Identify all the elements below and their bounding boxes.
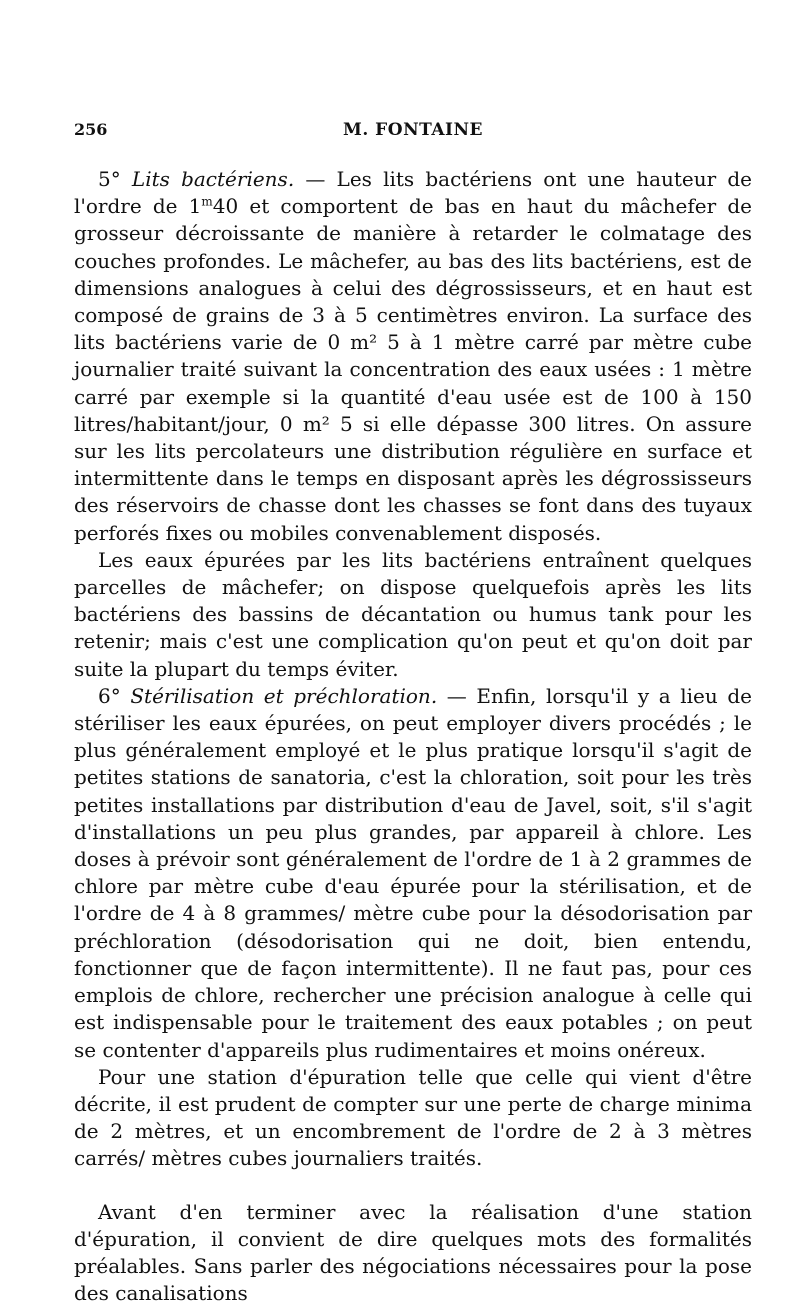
paragraph-sterilisation [74, 683, 752, 1064]
section-number: 5° [98, 167, 121, 191]
paragraph-lits-bacteriens [74, 166, 752, 547]
paragraph-text: 40 et comportent de bas en haut du mâchefer de grosseur décroissante de manière à retarder le colmatage des couches profondes. Le mâchefer, au bas des lits bactériens, est de dimensions analogues à celui des dégrossisseurs, et en haut est composé de grains de 3 à 5 centimètres environ. La surface des lits bactériens varie de 0 m² 5 à 1 mètre carré par mètre cube journalier traité suivant la concentration des eaux usées : 1 mètre carré par exemple si la quantité d'eau usée est de 100 à 150 litres/habitant/jour, 0 m² 5 si elle dépasse 300 litres. On assure sur les lits percolateurs une distribution régulière en surface et intermittente dans le temps en disposant après les dégrossisseurs des réservoirs de chasse dont les chasses se font dans des tuyaux perforés fixes ou mobiles convenablement disposés. [74, 194, 752, 545]
page-number: 256 [74, 120, 108, 139]
paragraph-formalites: Avant d'en terminer avec la réalisation d'une station d'épuration, il convient de dire quelques mots des formalités préalables. Sans parler des négociations nécessaires pour la pose des canalisations [74, 1199, 752, 1306]
paragraph-perte-de-charge: Pour une station d'épuration telle que celle qui vient d'être décrite, il est prudent de compter sur une perte de charge minima de 2 mètres, et un encombrement de l'ordre de 2 à 3 mètres carrés/ mètres cubes journaliers traités. [74, 1064, 752, 1171]
section-number: 6° [98, 683, 121, 708]
body-text [74, 166, 752, 1307]
page-header [74, 120, 752, 144]
paragraph-text: — Les lits bactériens ont une hauteur de l'ordre de 1 [74, 167, 753, 219]
superscript-unit: m [201, 194, 213, 209]
paragraph-eaux-epurees: Les eaux épurées par les lits bactériens entraînent quelques parcelles de mâchefer; on dispose quelquefois après les lits bactériens des bassins de décantation ou humus tank pour les retenir; mais c'est une complication qu'on peut et qu'on doit par suite la plupart du temps éviter. [74, 547, 752, 681]
section-lead: Stérilisation et préchloration. [130, 683, 438, 708]
section-lead: Lits bactériens. [131, 167, 295, 191]
running-head: M. FONTAINE [343, 120, 483, 140]
paragraph-text: — Enfin, lorsqu'il y a lieu de stériliser les eaux épurées, on peut employer divers procédés ; le plus généralement employé et le plus pratique lorsqu'il s'agit de petites stations de sanatoria, c'est la chloration, soit pour les très petites installations par distribution d'eau de Javel, soit, s'il s'agit d'installations un peu plus grandes, par appareil à chlore. Les doses à prévoir sont généralement de l'ordre de 1 à 2 grammes de chlore par mètre cube d'eau épurée pour la stérilisation, et de l'ordre de 4 à 8 grammes/ mètre cube pour la désodorisation par préchloration (désodorisation qui ne doit, bien entendu, fonctionner que de façon intermittente). Il ne faut pas, pour ces emplois de chlore, rechercher une précision analogue à celle qui est indispensable pour le traitement des eaux potables ; on peut se contenter d'appareils plus rudimentaires et moins onéreux. [74, 683, 752, 1062]
